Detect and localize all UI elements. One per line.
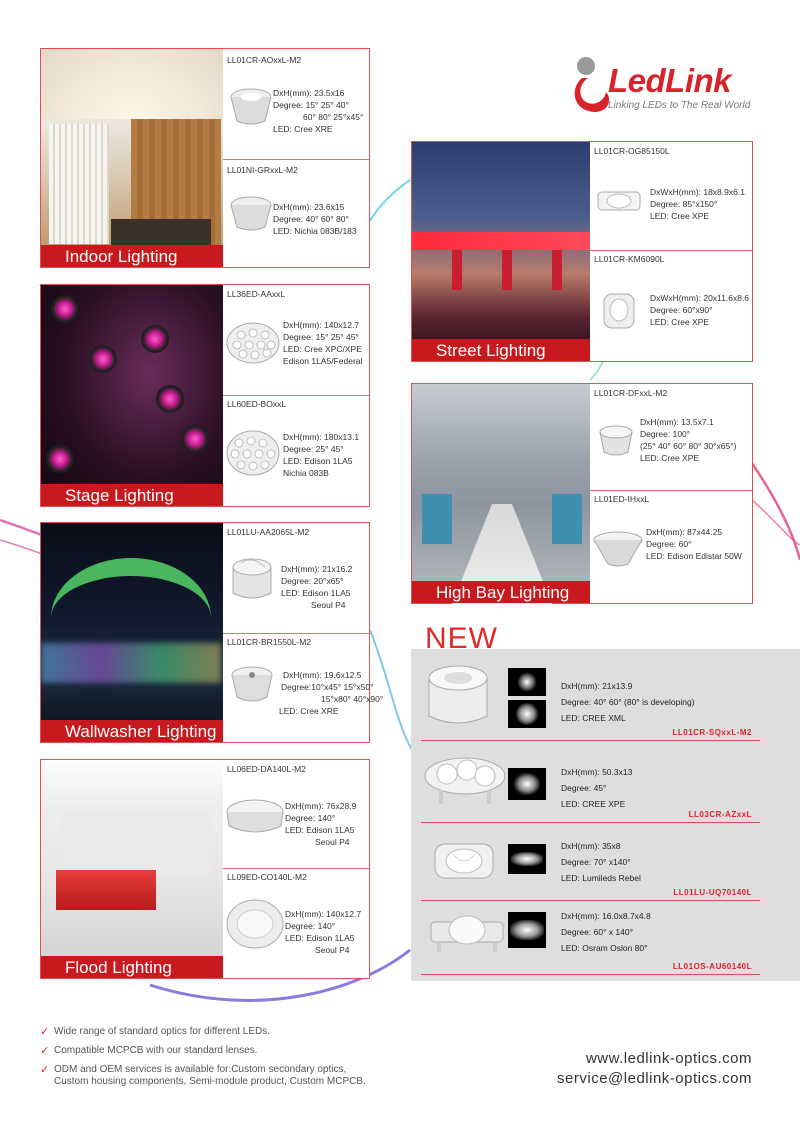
product-code: LL01CR-DFxxL-M2 [594,388,668,398]
oval-lens-icon [594,186,644,216]
reflector-cup-icon [592,530,644,570]
rectangular-lens-icon [429,836,499,886]
spec-line: LED: Cree XPE [640,453,700,463]
spec-line: DxH(mm): 50.3x13 [561,767,633,777]
product-code: LL01CR-AOxxL-M2 [227,55,302,65]
product-code: LL01NI-GRxxL-M2 [227,165,298,175]
spec-line: Degree: 140° [285,813,336,823]
spec-line: DxWxH(mm): 20x11.6x8.6 [650,293,750,303]
flood-photo [41,760,223,978]
product-code: LL01ED-IHxxL [594,494,650,504]
spec-line: Degree: 85°x150° [650,199,718,209]
beam-pattern-image [508,768,546,800]
category-label: High Bay Lighting [412,581,590,603]
spec-line: Degree: 60°x90° [650,305,713,315]
website-link[interactable]: www.ledlink-optics.com [585,1050,752,1067]
card-indoor-lighting [40,48,370,268]
lens-cup-icon [227,193,275,237]
spec-line: DxH(mm): 19.6x12.5 [283,670,362,680]
card-flood-lighting [40,759,370,979]
dome-lens-icon [225,898,285,950]
category-label: Flood Lighting [41,956,223,978]
product-code: LL60ED-BOxxL [227,399,287,409]
lens-cup-icon [227,83,275,131]
spec-line: DxH(mm): 35x8 [561,841,621,851]
spec-line: LED: Edison 1LA5 [283,456,353,466]
spec-line: DxH(mm): 13.5x7.1 [640,417,714,427]
lens-cup-icon [596,424,636,460]
product-code: LL03CR-AZxxL [688,810,752,819]
spec-line: LED: Cree XPE [650,211,710,221]
product-code: LL06ED-DA140L-M2 [227,764,306,774]
spec-line: (25° 40° 60° 80° 30°x65°) [640,441,737,451]
spec-line: Seoul P4 [311,600,346,610]
beam-pattern-image [508,912,546,948]
spec-line: DxH(mm): 23.5x16 [273,88,345,98]
beam-pattern-image [508,700,546,728]
spec-line: Seoul P4 [315,837,350,847]
category-label: Street Lighting [412,339,590,361]
spec-line: LED: Cree XPE [650,317,710,327]
product-code: LL01OS-AU60140L [672,962,752,971]
spec-line: Degree: 100° [640,429,691,439]
lens-cup-icon [227,553,277,605]
spec-line: 15°x80° 40°x90° [321,694,384,704]
cylinder-lens-icon [423,662,493,732]
spec-line: DxH(mm): 16.0x8.7x4.8 [561,911,651,921]
card-wallwasher-lighting [40,522,384,743]
spec-line: 60° 80° 25°x45° [303,112,364,122]
stage-photo [41,285,223,506]
check-icon: ✓ [40,1064,50,1076]
spec-line: DxH(mm): 87x44.25 [646,527,723,537]
new-product-row [411,750,800,830]
spec-line: DxH(mm): 140x12.7 [283,320,360,330]
spec-line: LED: Edison 1LA5 [285,825,355,835]
spec-line: Degree: 70° x140° [561,857,631,867]
brand-logo [568,52,768,118]
beam-pattern-image [508,668,546,696]
product-code: LL01LU-UQ70140L [673,888,752,897]
street-photo [412,142,590,361]
product-code: LL36ED-AAxxL [227,289,286,299]
spec-line: LED: CREE XPE [561,799,626,809]
indoor-photo [41,49,223,267]
spec-line: Degree: 60° x 140° [561,927,634,937]
spec-line: DxWxH(mm): 18x8.9x6.1 [650,187,745,197]
spec-line: Degree: 45° [561,783,607,793]
spec-line: DxH(mm): 140x12.7 [285,909,362,919]
spec-line: Degree: 140° [285,921,336,931]
spec-line: LED: CREE XML [561,713,626,723]
brand-name: LedLink [608,62,732,99]
spec-line: DxH(mm): 21x13.9 [561,681,633,691]
spec-line: Degree: 20°x65° [281,576,344,586]
multi-lens-array-icon [225,429,281,477]
card-stage-lighting [40,284,370,507]
spec-line: LED: Cree XPC/XPE [283,344,362,354]
spec-line: LED: Cree XRE [273,124,333,134]
product-code: LL01CR-BR1550L-M2 [227,637,312,647]
spec-line: Degree: 40° 60° 80° [273,214,349,224]
spec-line: Nichia 083B [283,468,329,478]
product-code: LL01CR-OG85150L [594,146,670,156]
spec-line: LED: Nichia 083B/183 [273,226,357,236]
new-product-row [411,830,800,902]
spec-line: DxH(mm): 180x13.1 [283,432,360,442]
card-street-lighting [411,141,753,362]
spec-line: Degree: 40° 60° (80° is developing) [561,697,695,707]
product-code: LL09ED-CO140L-M2 [227,872,307,882]
spec-line: Degree: 60° [646,539,692,549]
spec-line: Degree: 15° 25° 45° [283,332,359,342]
spec-line: DxH(mm): 23.6x15 [273,202,345,212]
spec-line: Degree: 15° 25° 40° [273,100,349,110]
brand-tagline: Linking LEDs to The Real World [608,100,751,111]
check-icon: ✓ [40,1045,50,1057]
spec-line: LED: Cree XRE [279,706,339,716]
spec-line: LED: Edison 1LA5 [285,933,355,943]
spec-line: Degree: 25° 45° [283,444,344,454]
dome-lens-icon [225,798,285,838]
oval-lens-icon [427,908,507,958]
wallwasher-photo [41,523,223,742]
high-bay-photo [412,384,590,603]
spec-line: LED: Edison Edistar 50W [646,551,742,561]
product-code: LL01CR-KM6090L [594,254,665,264]
spec-line: DxH(mm): 21x16.2 [281,564,353,574]
spec-line: LED: Edison 1LA5 [281,588,351,598]
spec-line: LED: Lumileds Rebel [561,873,641,883]
email-link[interactable]: service@ledlink-optics.com [557,1070,752,1087]
category-label: Indoor Lighting [41,245,223,267]
oval-lens-icon [598,290,640,332]
spec-line: LED: Osram Oslon 80° [561,943,648,953]
spec-line: Seoul P4 [315,945,350,955]
category-label: Wallwasher Lighting [41,720,223,742]
spec-line: DxH(mm): 76x28.9 [285,801,357,811]
check-icon: ✓ [40,1026,50,1038]
card-high-bay-lighting [411,383,753,604]
spec-line: Degree:10°x45° 15°x50° [281,682,374,692]
product-code: LL01CR-SQxxL-M2 [672,728,752,737]
new-product-row [411,906,800,976]
category-label: Stage Lighting [41,484,223,506]
product-code: LL01LU-AA2065L-M2 [227,527,310,537]
multi-lens-array-icon [225,321,281,365]
new-product-row [411,660,800,740]
triple-lens-icon [423,752,507,808]
beam-pattern-image [508,844,546,874]
spec-line: Edison 1LA5/Federal [283,356,363,366]
new-section-title: NEW [425,622,498,655]
